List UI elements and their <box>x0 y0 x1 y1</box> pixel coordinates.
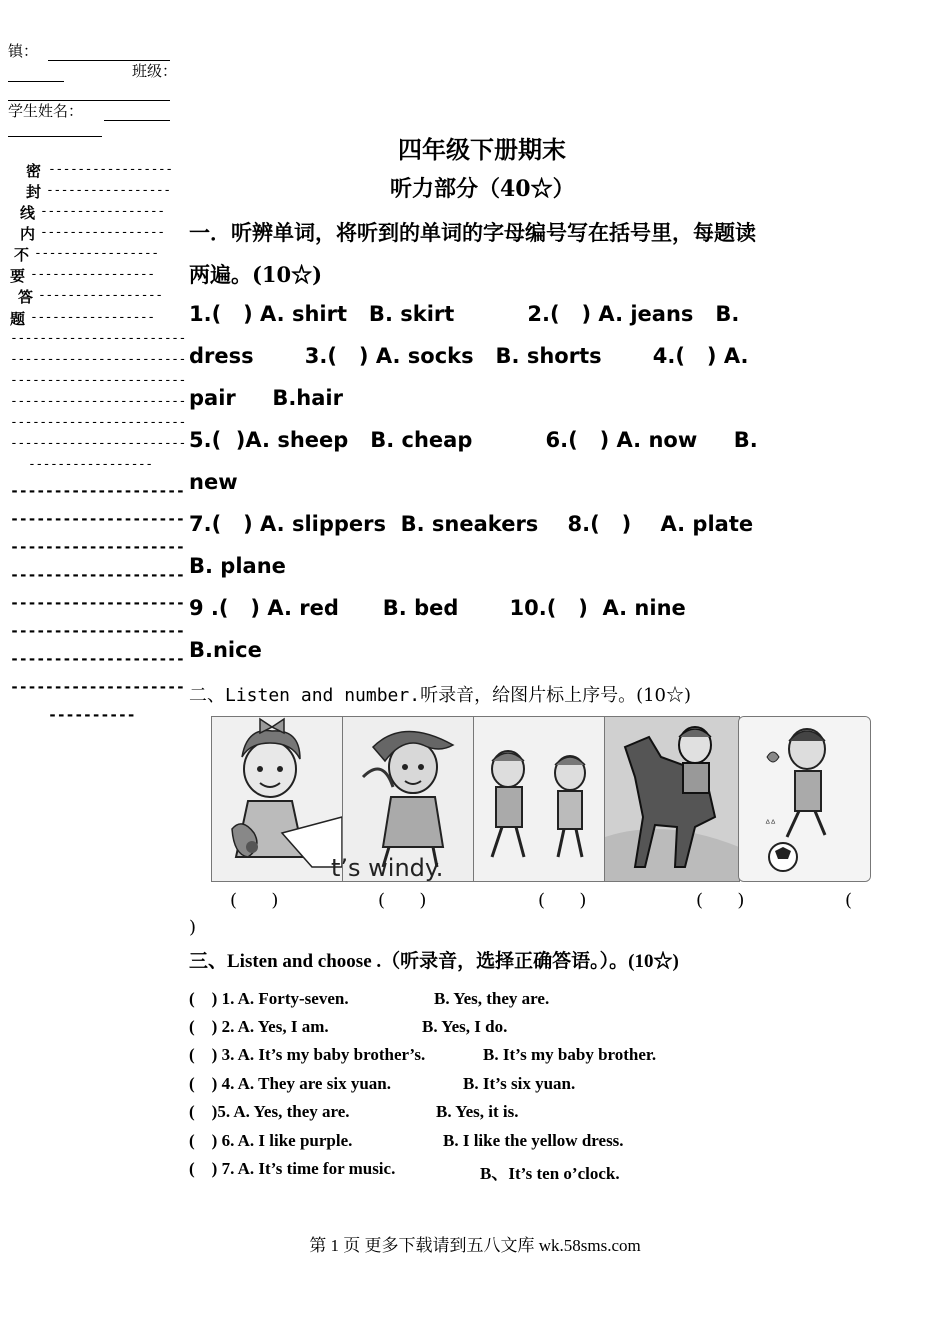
picture-strip <box>211 716 871 880</box>
section3-item-5-b: B. Yes, it is. <box>436 1102 519 1121</box>
section1-line: new <box>189 470 238 494</box>
answer-paren-3[interactable]: ( ) <box>538 890 587 911</box>
seal-char-bu: 不 <box>14 246 30 264</box>
section3-item-1-a: ( ) 1. A. Forty-seven. <box>189 989 349 1008</box>
section3-item-2-a: ( ) 2. A. Yes, I am. <box>189 1017 329 1036</box>
section3-item-7-a: ( ) 7. A. It’s time for music. <box>189 1159 396 1178</box>
seal-dashes-bold: -------------------- <box>10 650 185 668</box>
seal-char-nei: 内 <box>20 225 36 243</box>
student-name-field[interactable] <box>104 120 170 121</box>
section1-line: dress 3.( ) A. socks B. shorts 4.( ) A. <box>189 344 749 368</box>
picture-caption: t’s windy. <box>331 854 444 882</box>
section1-line: B.nice <box>189 638 262 662</box>
section1-line: 7.( ) A. slippers B. sneakers 8.( ) A. plate <box>189 512 754 536</box>
town-field-continued[interactable] <box>8 81 64 82</box>
answer-paren-1[interactable]: ( ) <box>230 890 279 911</box>
section2-heading-en: 二、Listen and number. <box>189 685 421 706</box>
section3-item-3-a: ( ) 3. A. It’s my baby brother’s. <box>189 1045 426 1064</box>
seal-dashes-bold: -------------------- <box>10 538 185 556</box>
seal-dashes-bold: -------------------- <box>10 594 185 612</box>
section2-heading-cn: 听录音，给图片标上序号。(10☆) <box>420 685 692 706</box>
seal-dashes: ----------------- <box>34 246 159 261</box>
section3-item-5-a: ( )5. A. Yes, they are. <box>189 1102 350 1121</box>
section1-line: 5.( )A. sheep B. cheap 6.( ) A. now B. <box>189 428 758 452</box>
seal-dashes-long: ------------------------ <box>10 394 186 409</box>
seal-char-yao: 要 <box>10 267 26 285</box>
page-subtitle: 听力部分（40☆） <box>390 176 575 202</box>
page-title: 四年级下册期末 <box>398 135 566 164</box>
seal-char-ti: 题 <box>10 310 26 328</box>
section3-item-6-b: B. I like the yellow dress. <box>443 1131 624 1150</box>
picture-two-boys <box>473 716 606 882</box>
section1-line: B. plane <box>189 554 286 578</box>
seal-dashes-bold: -------------------- <box>10 510 185 528</box>
section1-heading-cont: 两遍。(10☆) <box>189 262 323 287</box>
seal-dashes: ----------------- <box>48 162 173 177</box>
class-label: 班级： <box>132 62 178 80</box>
seal-dashes: ----------------- <box>30 310 155 325</box>
answer-paren-2[interactable]: ( ) <box>378 890 427 911</box>
seal-dashes-bold: -------------------- <box>10 678 185 696</box>
seal-dashes-long: ------------------------ <box>10 352 186 367</box>
seal-dashes: ----------------- <box>38 288 163 303</box>
town-label: 镇： <box>8 42 39 60</box>
seal-char-xian: 线 <box>20 204 36 222</box>
section3-item-4-b: B. It’s six yuan. <box>463 1074 576 1093</box>
seal-char-feng: 封 <box>26 183 42 201</box>
section3-item-4-a: ( ) 4. A. They are six yuan. <box>189 1074 391 1093</box>
student-name-label: 学生姓名： <box>8 102 84 120</box>
seal-dashes: ----------------- <box>40 204 165 219</box>
section3-item-3-b: B. It’s my baby brother. <box>483 1045 657 1064</box>
seal-dashes: ----------------- <box>40 225 165 240</box>
answer-paren-5-close: ) <box>189 917 197 938</box>
section3-item-6-a: ( ) 6. A. I like purple. <box>189 1131 353 1150</box>
section2-heading <box>189 681 691 707</box>
seal-dashes-long: ------------------------ <box>10 436 186 451</box>
answer-paren-4[interactable]: ( ) <box>696 890 745 911</box>
section3-heading: 三、Listen and choose .（听录音，选择正确答语。）。(10☆) <box>189 951 679 972</box>
svg-text:ᐞᐞ: ᐞᐞ <box>765 819 776 830</box>
answer-paren-5[interactable]: ( <box>845 890 853 911</box>
seal-dashes-end: ---------- <box>48 706 136 724</box>
seal-dashes-long: ------------------------ <box>10 331 186 346</box>
seal-dashes: ----------------- <box>46 183 171 198</box>
seal-char-mi: 密 <box>26 162 42 180</box>
seal-char-da: 答 <box>18 288 34 306</box>
section3-item-7-b: B、It’s ten o’clock. <box>480 1164 620 1183</box>
page-footer: 第 1 页 更多下载请到五八文库 wk.58sms.com <box>309 1236 641 1255</box>
section1-line: 1.( ) A. shirt B. skirt 2.( ) A. jeans B. <box>189 302 740 326</box>
picture-soccer-boy <box>738 716 871 882</box>
section1-line: 9 .( ) A. red B. bed 10.( ) A. nine <box>189 596 686 620</box>
seal-dashes-long: ------------------------ <box>10 415 186 430</box>
seal-dashes-long: ------------------------ <box>10 373 186 388</box>
seal-dashes-bold: -------------------- <box>10 566 185 584</box>
seal-dashes-short: ----------------- <box>28 457 153 472</box>
seal-dashes-bold: -------------------- <box>10 622 185 640</box>
section3-item-2-b: B. Yes, I do. <box>422 1017 508 1036</box>
picture-horse-rider <box>604 716 740 882</box>
picture-girl-dress <box>211 716 344 882</box>
seal-dashes: ----------------- <box>30 267 155 282</box>
section1-heading: 一．听辨单词，将听到的单词的字母编号写在括号里，每题读 <box>189 220 756 245</box>
seal-dashes-bold: -------------------- <box>10 482 185 500</box>
section1-line: pair B.hair <box>189 386 343 410</box>
section3-item-1-b: B. Yes, they are. <box>434 989 550 1008</box>
student-name-field-continued[interactable] <box>8 136 102 137</box>
